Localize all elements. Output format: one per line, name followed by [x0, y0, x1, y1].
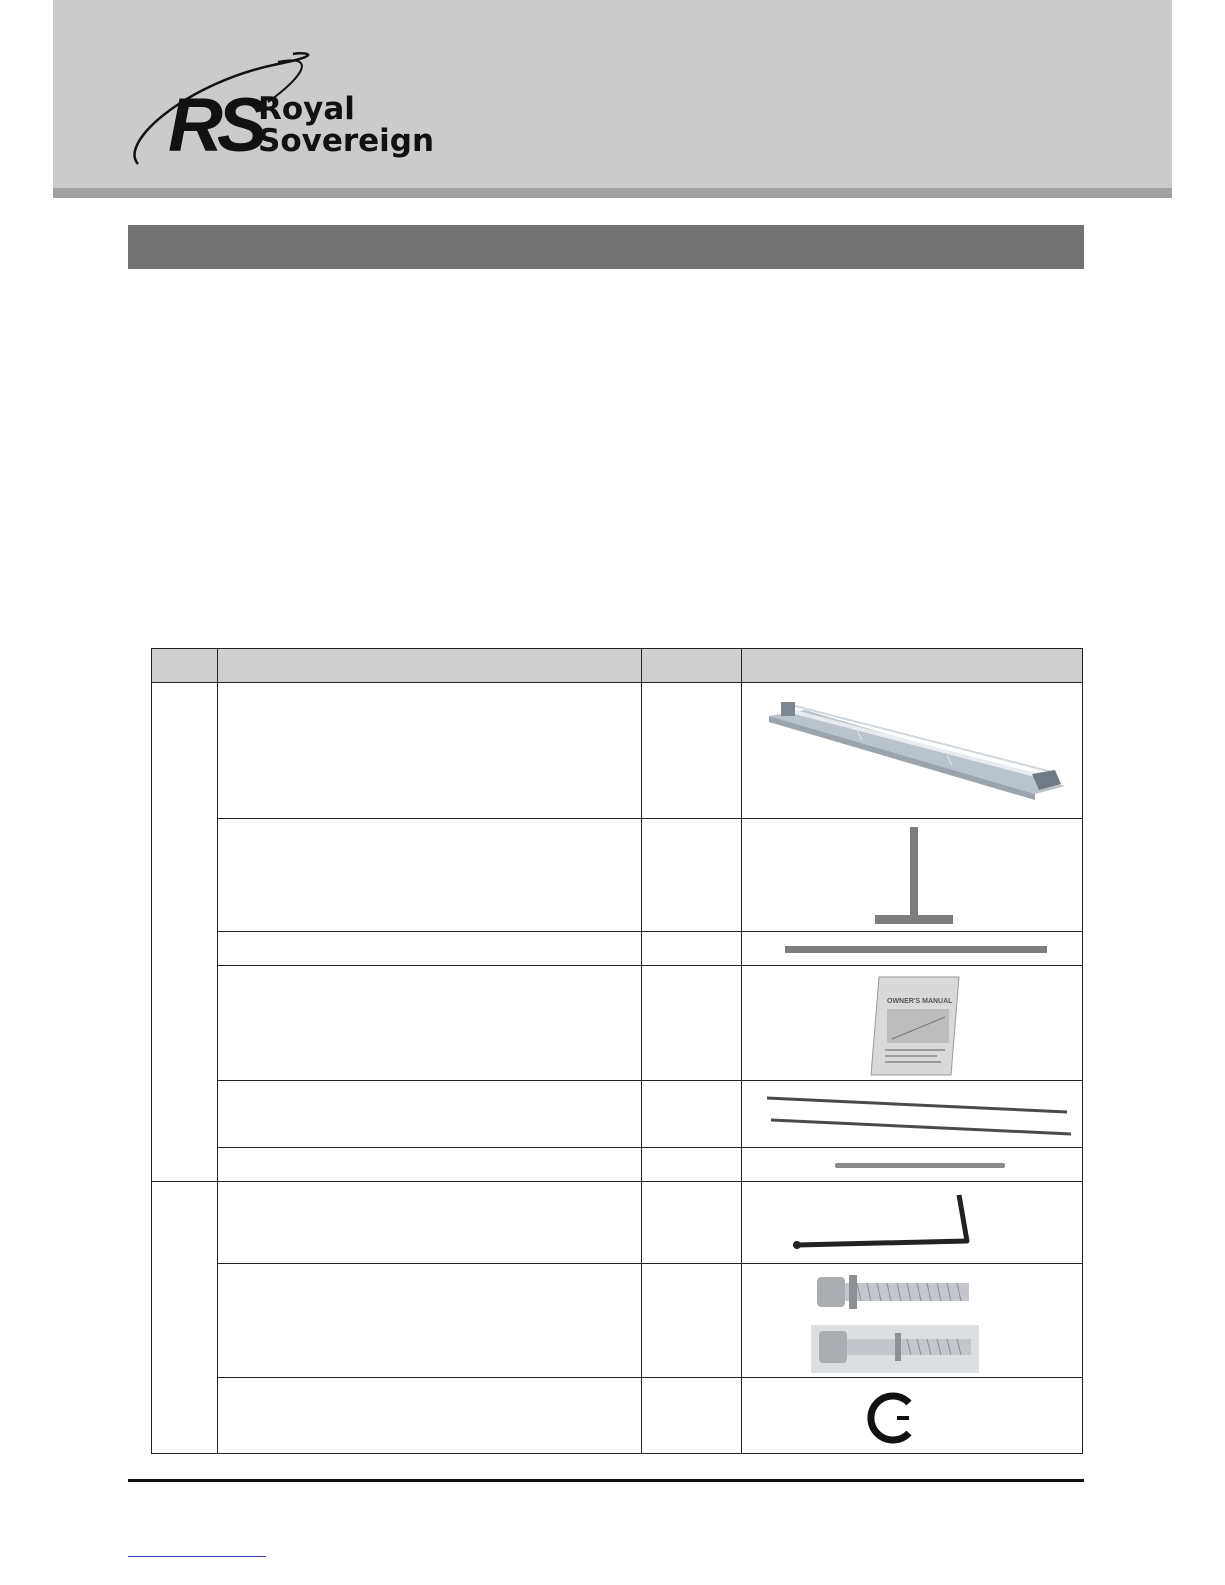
desc-cell: [218, 932, 642, 966]
parts-table: [151, 648, 1083, 1454]
rotary-trimmer-image: [742, 683, 1083, 819]
footer-rule: [128, 1479, 1084, 1482]
crossbar-image: [742, 932, 1083, 966]
group-cell-2: [152, 1182, 218, 1454]
logo-word-sovereign: Sovereign: [258, 123, 435, 159]
qty-cell: [642, 819, 742, 932]
desc-cell: [218, 966, 642, 1081]
qty-cell: [642, 1378, 742, 1454]
table-row: [152, 819, 1083, 932]
desc-cell: [218, 1182, 642, 1264]
e-clip-image: [742, 1378, 1083, 1454]
header-cell-1: [152, 649, 218, 683]
section-title-bar: [128, 225, 1084, 269]
header-cell-2: [218, 649, 642, 683]
table-row: [152, 1264, 1083, 1378]
desc-cell: [218, 819, 642, 932]
royal-sovereign-logo: [128, 52, 448, 182]
header-cell-3: [642, 649, 742, 683]
owners-manual-image: [742, 966, 1083, 1081]
table-row: [152, 966, 1083, 1081]
qty-cell: [642, 932, 742, 966]
footer-link-underline[interactable]: [128, 1556, 266, 1557]
qty-cell: [642, 683, 742, 819]
manual-cover-title: OWNER'S MANUAL: [887, 998, 953, 1005]
table-row: [152, 683, 1083, 819]
logo-word-royal: Royal: [258, 91, 355, 127]
qty-cell: [642, 1264, 742, 1378]
desc-cell: [218, 683, 642, 819]
table-row: [152, 1148, 1083, 1182]
table-header-row: [152, 649, 1083, 683]
table-row: [152, 1378, 1083, 1454]
table-row: [152, 932, 1083, 966]
desc-cell: [218, 1264, 642, 1378]
qty-cell: [642, 966, 742, 1081]
desc-cell: [218, 1148, 642, 1182]
rods-image: [742, 1081, 1083, 1148]
qty-cell: [642, 1081, 742, 1148]
qty-cell: [642, 1182, 742, 1264]
table-row: [152, 1081, 1083, 1148]
desc-cell: [218, 1378, 642, 1454]
hex-key-image: [742, 1182, 1083, 1264]
header-rule: [53, 188, 1172, 198]
desc-cell: [218, 1081, 642, 1148]
logo-mark: RS: [168, 83, 262, 168]
header-cell-4: [742, 649, 1083, 683]
qty-cell: [642, 1148, 742, 1182]
t-stand-image: [742, 819, 1083, 932]
table-row: [152, 1182, 1083, 1264]
short-rod-image: [742, 1148, 1083, 1182]
group-cell-1: [152, 683, 218, 1182]
screws-image: [742, 1264, 1083, 1378]
